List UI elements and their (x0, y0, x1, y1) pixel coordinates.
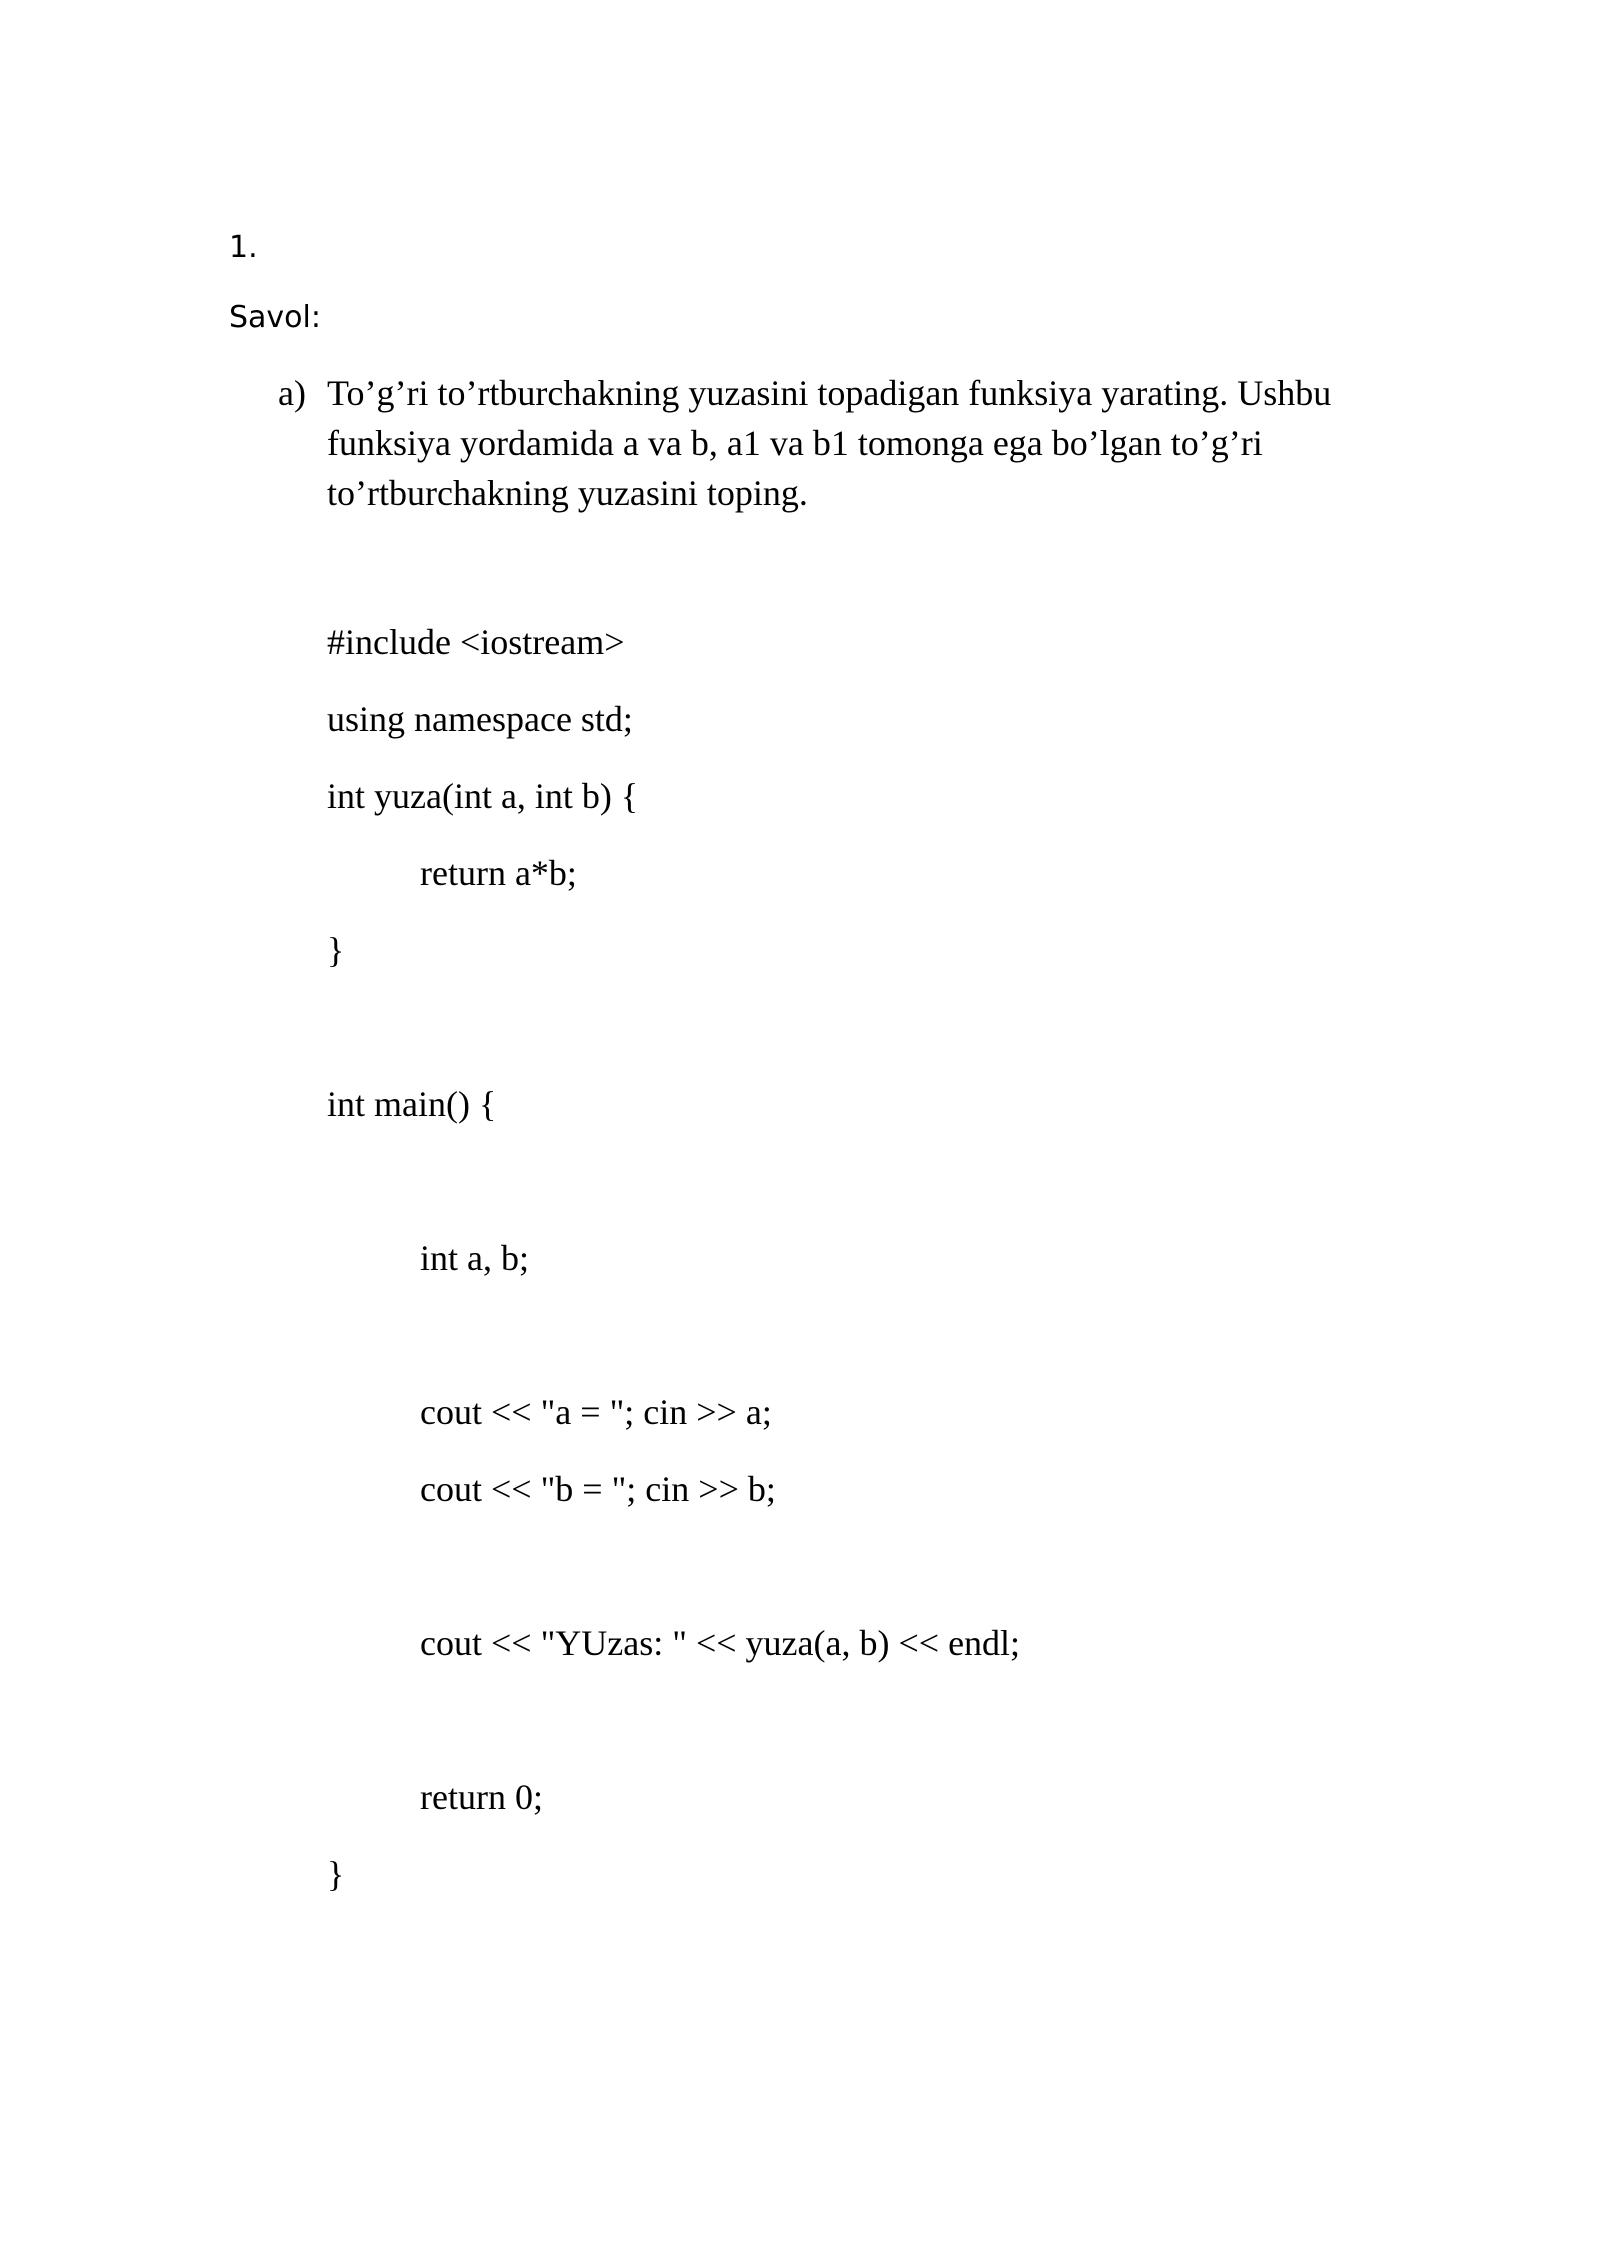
code-line-output-area: cout << "YUzas: " << yuza(a, b) << endl; (420, 1623, 1021, 1663)
question-text: To’g’ri to’rtburchakning yuzasini topadigan funksiya yarating. Ushbu funksiya yordamida a va b, a1 va b1 tomonga ega bo’lgan to’g’ri to’rtburchakning yuzasini toping. (327, 373, 1332, 513)
question-label: Savol: (229, 300, 321, 335)
code-line-main-close: } (327, 1854, 345, 1894)
code-line-input-a: cout << "a = "; cin >> a; (420, 1392, 772, 1432)
code-line-input-b: cout << "b = "; cin >> b; (420, 1469, 776, 1509)
code-line-function-return: return a*b; (420, 853, 577, 893)
code-line-function-signature: int yuza(int a, int b) { (327, 776, 639, 816)
code-line-main-signature: int main() { (327, 1084, 497, 1124)
code-line-main-return: return 0; (420, 1777, 543, 1817)
code-line-function-close: } (327, 930, 345, 970)
code-line-namespace: using namespace std; (327, 699, 633, 739)
question-number: 1. (229, 230, 258, 265)
code-line-include: #include <iostream> (327, 622, 625, 662)
code-line-declare-variables: int a, b; (420, 1238, 529, 1278)
list-item-marker: a) (278, 373, 306, 413)
